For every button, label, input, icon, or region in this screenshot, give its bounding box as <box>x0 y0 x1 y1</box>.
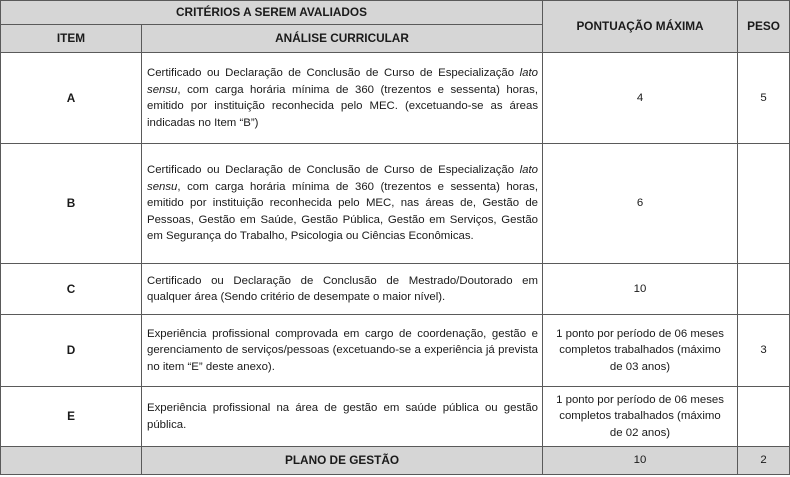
footer-weight: 2 <box>738 447 790 475</box>
item-description: Experiência profissional na área de gestão em saúde pública ou gestão pública. <box>142 387 543 447</box>
item-max-score: 10 <box>543 264 738 315</box>
table-row <box>1 53 790 144</box>
item-max-score-text: 1 ponto por período de 06 meses completos trabalhados (máximo de 02 anos) <box>556 393 724 439</box>
item-description: Certificado ou Declaração de Conclusão de Mestrado/Doutorado em qualquer área (Sendo critério de desempate o maior nível). <box>142 264 543 315</box>
item-weight <box>738 264 790 315</box>
item-description: Certificado ou Declaração de Conclusão de Curso de Especialização lato sensu, com carga horária mínima de 360 (trezentos e sessenta) horas, emitido por instituição reconhecida pelo MEC, nas áreas de, Gestão de Pessoas, Gestão em Saúde, Gestão Pública, Gestão em Serviços, Gestão em Segurança do Trabalho, Psicologia ou Ciências Econômicas. <box>142 144 543 264</box>
max-score-header: PONTUAÇÃO MÁXIMA <box>543 1 738 53</box>
item-weight: 5 <box>738 53 790 144</box>
table-row <box>1 264 790 315</box>
item-description: Certificado ou Declaração de Conclusão de Curso de Especialização lato sensu, com carga horária mínima de 360 (trezentos e sessenta) horas, emitido por instituição reconhecida pelo MEC. (excetuando-se as áreas indicadas no Item “B”) <box>142 53 543 144</box>
item-weight: 3 <box>738 315 790 387</box>
footer-row <box>1 447 790 475</box>
item-letter: C <box>1 264 142 315</box>
item-max-score: 4 <box>543 53 738 144</box>
table-row <box>1 144 790 264</box>
item-letter: E <box>1 387 142 447</box>
item-description: Experiência profissional comprovada em cargo de coordenação, gestão e gerenciamento de serviços/pessoas (excetuando-se a experiência já prevista no item “E” deste anexo). <box>142 315 543 387</box>
footer-max-score: 10 <box>543 447 738 475</box>
item-weight <box>738 387 790 447</box>
footer-empty-cell <box>1 447 142 475</box>
item-weight <box>738 144 790 264</box>
item-max-score-text: 1 ponto por período de 06 meses completos trabalhados (máximo de 03 anos) <box>556 327 724 373</box>
criteria-title: CRITÉRIOS A SEREM AVALIADOS <box>1 1 543 25</box>
item-letter: D <box>1 315 142 387</box>
header-row-top <box>1 1 790 25</box>
item-max-score: 6 <box>543 144 738 264</box>
weight-header: PESO <box>738 1 790 53</box>
item-letter: B <box>1 144 142 264</box>
item-max-score <box>543 387 738 447</box>
table-row <box>1 387 790 447</box>
analysis-header: ANÁLISE CURRICULAR <box>142 25 543 53</box>
footer-label: PLANO DE GESTÃO <box>142 447 543 475</box>
item-letter: A <box>1 53 142 144</box>
item-header: ITEM <box>1 25 142 53</box>
item-max-score <box>543 315 738 387</box>
table-row <box>1 315 790 387</box>
